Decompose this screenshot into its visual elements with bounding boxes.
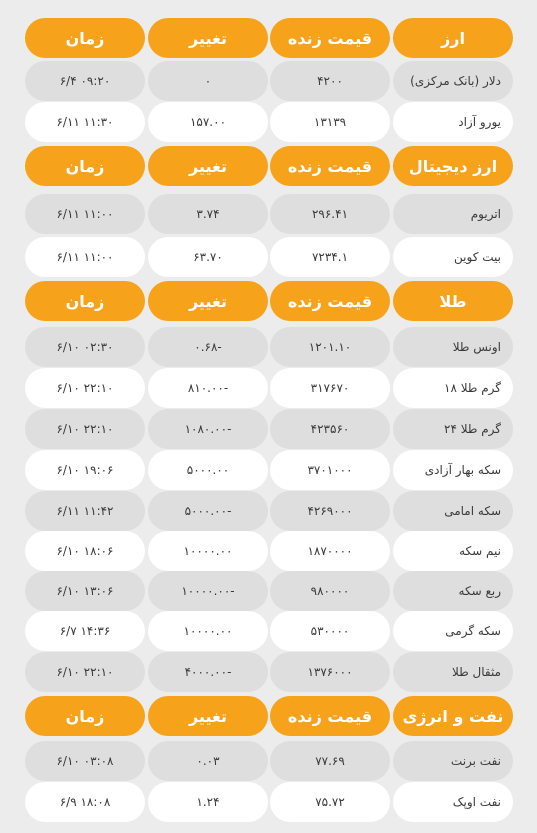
table-row: [0, 409, 537, 449]
row-price: ۴۲۶۹۰۰۰: [270, 491, 390, 531]
row-time: ۶/۱۰ ۱۸:۰۶: [25, 531, 145, 571]
row-change: ۸۱۰.۰۰-: [148, 368, 268, 408]
table-row: [0, 327, 537, 367]
section-header-gold: [0, 281, 537, 321]
row-change: ۱۰۰۰۰.۰۰-: [148, 571, 268, 611]
header-currency: ارز: [393, 18, 513, 58]
row-time: ۶/۱۱ ۱۱:۰۰: [25, 237, 145, 277]
row-name: اونس طلا: [393, 327, 513, 367]
table-row: [0, 61, 537, 101]
section-header-digital-currency: [0, 146, 537, 186]
row-time: ۶/۱۱ ۱۱:۳۰: [25, 102, 145, 142]
row-name: دلار (بانک مرکزی): [393, 61, 513, 101]
header-currency: ارز دیجیتال: [393, 146, 513, 186]
row-change: ۱۵۷.۰۰: [148, 102, 268, 142]
header-time: زمان: [25, 696, 145, 736]
row-time: ۶/۱۰ ۲۲:۱۰: [25, 368, 145, 408]
table-row: [0, 571, 537, 611]
row-time: ۶/۷ ۱۴:۳۶: [25, 611, 145, 651]
table-row: [0, 102, 537, 142]
row-name: گرم طلا ۱۸: [393, 368, 513, 408]
row-name: نیم سکه: [393, 531, 513, 571]
row-time: ۶/۱۰ ۰۳:۰۸: [25, 741, 145, 781]
table-row: [0, 741, 537, 781]
table-row: [0, 368, 537, 408]
row-name: اتریوم: [393, 194, 513, 234]
row-price: ۳۷۰۱۰۰۰: [270, 450, 390, 490]
table-row: [0, 237, 537, 277]
row-name: یورو آزاد: [393, 102, 513, 142]
header-change: تغییر: [148, 281, 268, 321]
row-time: ۶/۱۰ ۲۲:۱۰: [25, 652, 145, 692]
header-change: تغییر: [148, 146, 268, 186]
row-change: ۰.۰۳: [148, 741, 268, 781]
row-time: ۶/۱۰ ۰۲:۳۰: [25, 327, 145, 367]
row-price: ۱۳۱۳۹: [270, 102, 390, 142]
row-change: ۵۰۰۰.۰۰-: [148, 491, 268, 531]
row-price: ۱۸۷۰۰۰۰: [270, 531, 390, 571]
header-change: تغییر: [148, 696, 268, 736]
row-change: ۱.۲۴: [148, 782, 268, 822]
table-row: [0, 611, 537, 651]
row-price: ۱۲۰۱.۱۰: [270, 327, 390, 367]
row-price: ۲۹۶.۴۱: [270, 194, 390, 234]
row-price: ۷۲۳۴.۱: [270, 237, 390, 277]
row-name: ربع سکه: [393, 571, 513, 611]
row-time: ۶/۱۰ ۲۲:۱۰: [25, 409, 145, 449]
row-price: ۱۳۷۶۰۰۰: [270, 652, 390, 692]
header-currency: نفت و انرژی: [393, 696, 513, 736]
table-row: [0, 450, 537, 490]
row-change: ۱۰۸۰.۰۰-: [148, 409, 268, 449]
row-name: نفت برنت: [393, 741, 513, 781]
row-name: سکه گرمی: [393, 611, 513, 651]
row-change: ۱۰۰۰۰.۰۰: [148, 611, 268, 651]
row-change: ۱۰۰۰۰.۰۰: [148, 531, 268, 571]
row-time: ۶/۹ ۱۸:۰۸: [25, 782, 145, 822]
header-price: قیمت زنده: [270, 146, 390, 186]
row-name: مثقال طلا: [393, 652, 513, 692]
row-time: ۶/۱۰ ۱۹:۰۶: [25, 450, 145, 490]
header-time: زمان: [25, 281, 145, 321]
header-change: تغییر: [148, 18, 268, 58]
row-change: ۳.۷۴: [148, 194, 268, 234]
header-currency: طلا: [393, 281, 513, 321]
table-row: [0, 782, 537, 822]
row-change: ۴۰۰۰.۰۰-: [148, 652, 268, 692]
row-name: گرم طلا ۲۴: [393, 409, 513, 449]
section-header-oil-energy: [0, 696, 537, 736]
row-name: سکه امامی: [393, 491, 513, 531]
row-time: ۶/۱۱ ۱۱:۰۰: [25, 194, 145, 234]
header-time: زمان: [25, 146, 145, 186]
row-name: سکه بهار آزادی: [393, 450, 513, 490]
row-name: بیت کوین: [393, 237, 513, 277]
header-time: زمان: [25, 18, 145, 58]
row-price: ۷۵.۷۲: [270, 782, 390, 822]
row-name: نفت اوپک: [393, 782, 513, 822]
row-price: ۴۲۰۰: [270, 61, 390, 101]
header-price: قیمت زنده: [270, 18, 390, 58]
row-change: ۵۰۰۰.۰۰: [148, 450, 268, 490]
section-header-currency: [0, 18, 537, 58]
row-price: ۵۳۰۰۰۰: [270, 611, 390, 651]
row-change: ۰: [148, 61, 268, 101]
row-price: ۹۸۰۰۰۰: [270, 571, 390, 611]
header-price: قیمت زنده: [270, 696, 390, 736]
header-price: قیمت زنده: [270, 281, 390, 321]
row-price: ۴۲۳۵۶۰: [270, 409, 390, 449]
row-price: ۷۷.۶۹: [270, 741, 390, 781]
table-row: [0, 652, 537, 692]
row-time: ۶/۱۱ ۱۱:۴۲: [25, 491, 145, 531]
row-change: ۰.۶۸-: [148, 327, 268, 367]
row-change: ۶۳.۷۰: [148, 237, 268, 277]
row-time: ۶/۴ ۰۹:۲۰: [25, 61, 145, 101]
table-row: [0, 531, 537, 571]
table-row: [0, 194, 537, 234]
row-price: ۳۱۷۶۷۰: [270, 368, 390, 408]
table-row: [0, 491, 537, 531]
row-time: ۶/۱۰ ۱۳:۰۶: [25, 571, 145, 611]
